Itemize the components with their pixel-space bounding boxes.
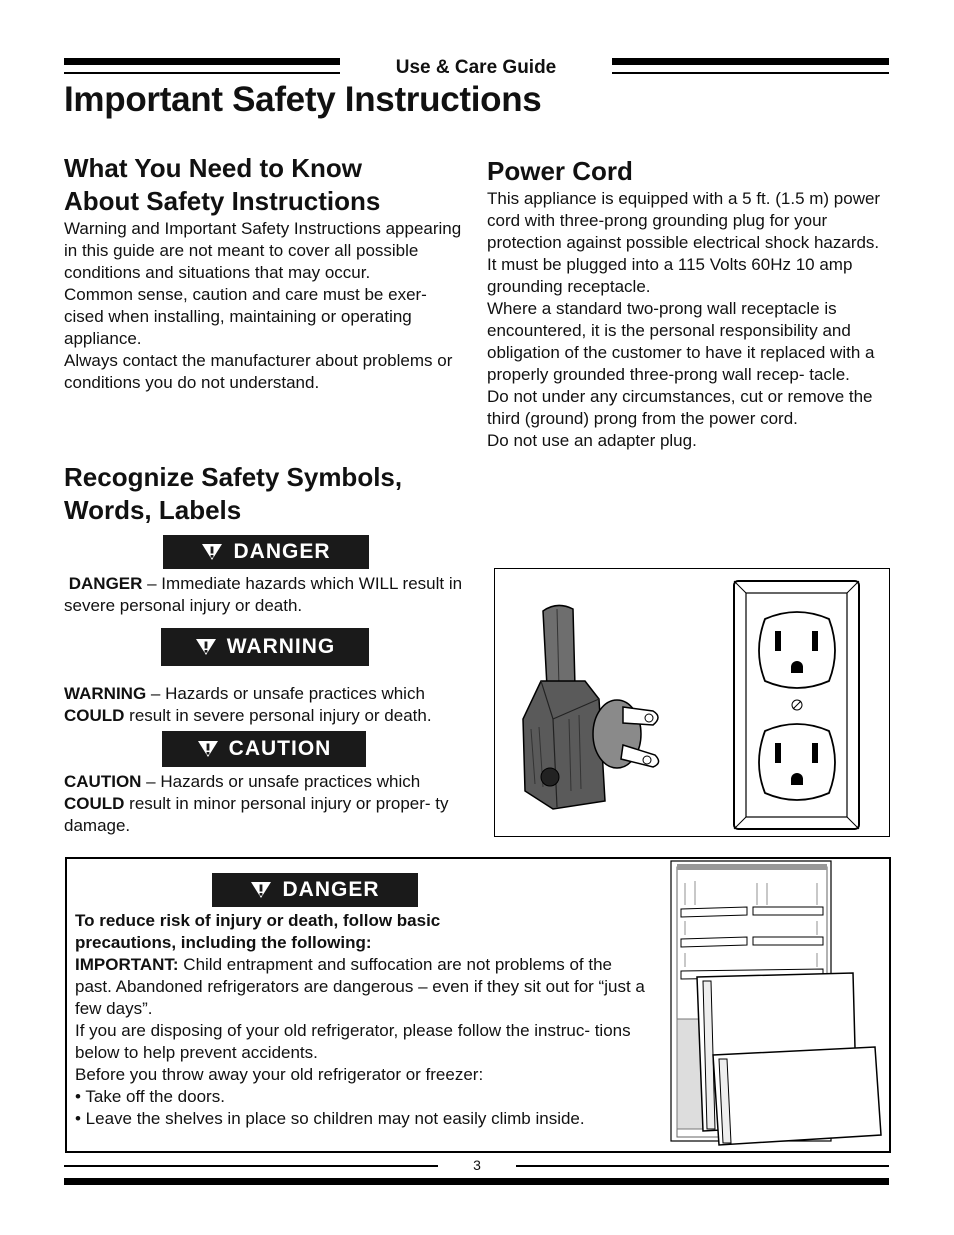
power-cord-heading: Power Cord [487,156,633,186]
danger-box-text [75,910,645,1130]
footer-rule-left-thin [64,1165,438,1167]
danger-term: DANGER [68,574,143,593]
warning-could: COULD [64,706,125,725]
caution-text-b: result in minor personal injury or proper- ty damage. [64,794,449,835]
refrigerator-illustration [667,859,887,1149]
plug-outlet-drawing [495,569,889,836]
caution-badge [162,731,366,767]
danger-box [65,857,891,1153]
power-paragraph: Where a standard two-prong wall receptacle is encountered, it is the personal responsibility and obligation of the customer to have it replaced with a properly grounded three-prong wall recep- tacle. [487,299,875,384]
header-label: Use & Care Guide [395,57,557,78]
box-important-text: Child entrapment and suffocation are not problems of the past. Abandoned refrigerators are dangerous – even if they sit out for “just a few days”. [75,955,645,1018]
caution-definition [64,771,469,837]
plug-outlet-illustration [494,568,890,837]
alert-triangle-icon [201,543,223,561]
warning-definition [64,683,469,727]
danger-definition [64,573,469,617]
alert-triangle-icon [250,881,272,899]
safety-heading-line1: What You Need to Know [64,153,363,183]
page-number: 3 [473,1157,481,1173]
header-rule-left-thin [64,72,340,74]
box-important-term: IMPORTANT: [75,955,179,974]
power-cord-section [487,155,891,452]
power-paragraph: It must be plugged into a 115 Volts 60Hz 10 amp grounding receptacle. [487,255,853,296]
caution-term: CAUTION [64,772,142,791]
header-rule-right-thick [612,58,889,65]
symbols-heading [64,461,469,527]
box-dispose-text: If you are disposing of your old refrigerator, please follow the instruc- tions below to help prevent accidents. [75,1021,631,1062]
box-before-text: Before you throw away your old refrigerator or freezer: [75,1065,484,1084]
warning-term: WARNING [64,684,147,703]
safety-paragraph: Always contact the manufacturer about problems or conditions you do not understand. [64,351,453,392]
box-intro-line1: To reduce risk of injury or death, follow basic [75,911,441,930]
warning-badge [161,628,369,666]
warning-badge-label: WARNING [226,635,336,658]
safety-heading-line2: About Safety Instructions [64,186,381,216]
safety-heading [64,152,469,218]
safety-paragraph: Common sense, caution and care must be exer- cised when installing, maintaining or operating appliance. [64,285,427,348]
caution-text-a: – Hazards or unsafe practices which [141,772,421,791]
caution-badge-label: CAUTION [228,737,332,760]
danger-text: – Immediate hazards which WILL result in severe personal injury or death. [64,574,463,615]
box-important [75,954,645,1020]
danger-badge [163,535,369,569]
box-bullet: • Leave the shelves in place so children may not easily climb inside. [75,1109,585,1128]
header-rule-right-thin [612,72,889,74]
box-danger-badge [212,873,418,907]
alert-triangle-icon [195,638,217,656]
footer-rule-right-thin [516,1165,889,1167]
symbols-heading-line2: Words, Labels [64,495,242,525]
box-intro-line2: precautions, including the following: [75,933,372,952]
power-paragraph: This appliance is equipped with a 5 ft. (1.5 m) power cord with three-prong grounding plug for your protection against possible electrical shock hazards. [487,189,881,252]
symbols-section [64,461,469,527]
symbols-heading-line1: Recognize Safety Symbols, [64,462,403,492]
box-intro [75,910,645,954]
alert-triangle-icon [197,740,219,758]
caution-could: COULD [64,794,125,813]
header-rule-left-thick [64,58,340,65]
page-title: Important Safety Instructions [64,80,542,119]
safety-paragraph: Warning and Important Safety Instructions appearing in this guide are not meant to cover all possible conditions and situations that may occur. [64,219,462,282]
box-danger-badge-label: DANGER [282,878,380,901]
box-bullet: • Take off the doors. [75,1087,225,1106]
power-paragraph: Do not under any circumstances, cut or remove the third (ground) prong from the power cord. [487,387,873,428]
safety-section [64,152,469,394]
power-paragraph: Do not use an adapter plug. [487,431,697,450]
footer-rule-thick [64,1178,889,1185]
warning-text-b: result in severe personal injury or death. [124,706,432,725]
danger-badge-label: DANGER [233,540,331,563]
warning-text-a: – Hazards or unsafe practices which [146,684,425,703]
